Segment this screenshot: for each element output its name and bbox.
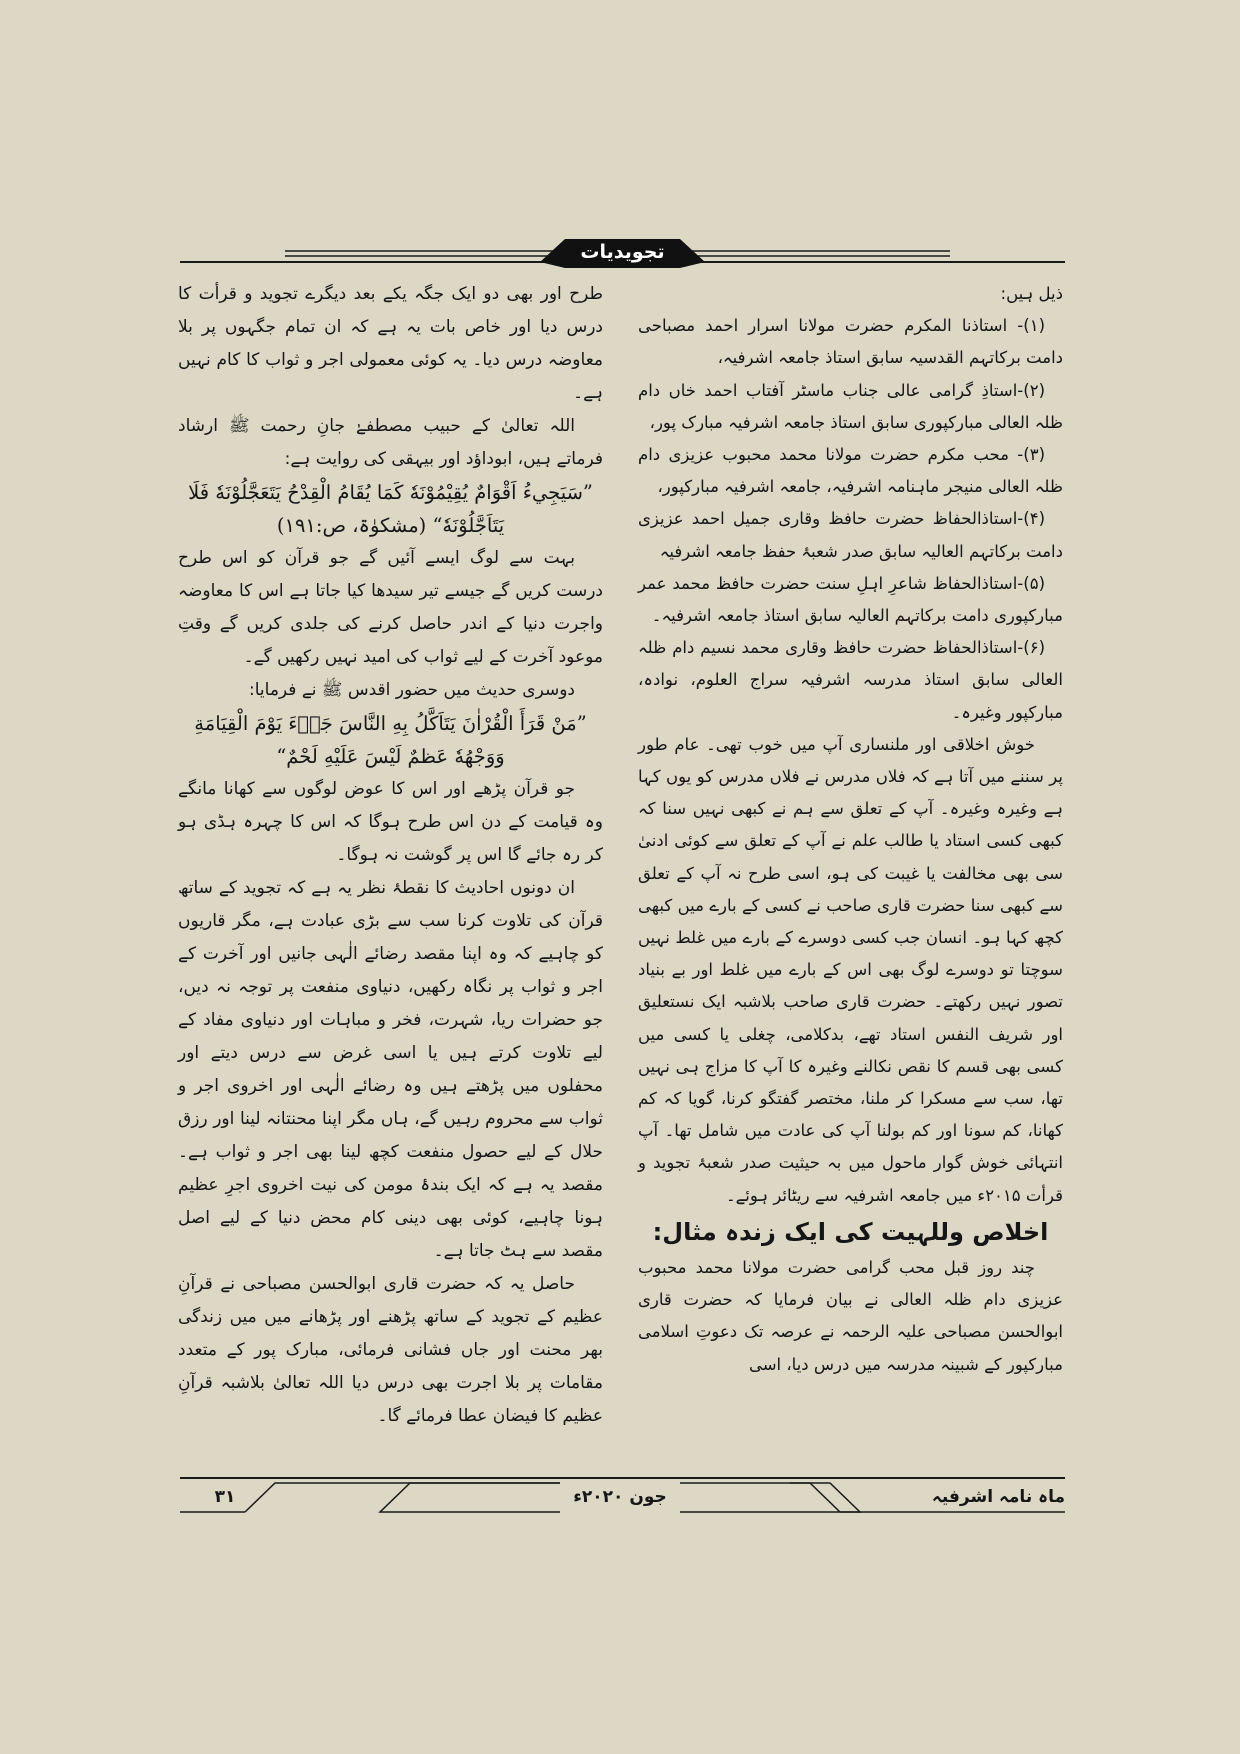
- paragraph: طرح اور بھی دو ایک جگہ یکے بعد دیگرے تجوید و قرأت کا درس دیا اور خاص بات یہ ہے کہ ان تمام جگہوں پر بلا معاوضہ درس دیا۔ یہ کوئی معمولی اجر و ثواب کا کام نہیں ہے۔: [178, 284, 603, 403]
- paragraph: بہت سے لوگ ایسے آئیں گے جو قرآن کو اس طرح درست کریں گے جیسے تیر سیدھا کیا جاتا ہے اس کا معاوضہ واجرت دنیا کے اندر حاصل کرنے کی جلدی کریں گے وقتِ موعود آخرت کے لیے ثواب کی امید نہیں رکھیں گے۔: [178, 548, 603, 667]
- issue-date: جون ۲۰۲۰ء: [573, 1487, 667, 1507]
- list-item: (۴)-استاذالحفاظ حضرت حافظ وقاری جمیل احمد عزیزی دامت برکاتہم العالیہ سابق صدر شعبۂ حفظ جامعہ اشرفیہ: [638, 509, 1063, 561]
- right-column: [638, 278, 1063, 1473]
- page-number: ۳۱: [214, 1487, 236, 1507]
- arabic-quote: ”مَنْ قَرَأَ الْقُرْاٰنَ يَتَاَكَّلُ بِهِ النَّاسَ جَاۗءَ يَوْمَ الْقِيَامَةِ وَوَجْهُهٗ عَظمٌ لَيْسَ عَلَيْهِ لَحْمٌ“: [194, 712, 587, 768]
- list-item: (۳)- محب مکرم حضرت مولانا محمد محبوب عزیزی دام ظلہ العالی منیجر ماہنامہ اشرفیہ، جامعہ اشرفیہ مبارکپور،: [638, 445, 1063, 497]
- list-item: (۵)-استاذالحفاظ شاعرِ اہلِ سنت حضرت حافظ محمد عمر مبارکپوری دامت برکاتہم العالیہ سابق استاذ جامعہ اشرفیہ۔: [638, 573, 1063, 626]
- left-column: [178, 278, 603, 1473]
- section-title: تجویدیات: [580, 241, 665, 263]
- list-item: (۲)-استاذِ گرامی عالی جناب ماسٹر آفتاب احمد خاں دام ظلہ العالی مبارکپوری سابق استاذ جامعہ اشرفیہ مبارک پور،: [638, 380, 1063, 432]
- list-item: (۱)- استاذنا المکرم حضرت مولانا اسرار احمد مصباحی دامت برکاتہم القدسیہ سابق استاذ جامعہ اشرفیہ،: [638, 316, 1063, 368]
- arabic-quote: ”سَيَجِيءُ اَقْوَامٌ يُقِيْمُوْنَهٗ كَمَا يُقَامُ الْقِدْحُ يَتَعَجَّلُوْنَهٗ فَلَا يَتَاَجَّلُوْنَهٗ“ (مشکوٰۃ، ص:۱۹۱): [188, 481, 593, 537]
- paragraph: چند روز قبل محب گرامی حضرت مولانا محمد محبوب عزیزی دام ظلہ العالی نے بیان فرمایا کہ حضرت قاری ابوالحسن مصباحی علیہ الرحمہ نے عرصہ تک دعوتِ اسلامی مبارکپور کے شبینہ مدرسہ میں درس دیا، اسی: [638, 1257, 1063, 1374]
- paragraph: خوش اخلاقی اور ملنساری آپ میں خوب تھی۔ عام طور پر سننے میں آتا ہے کہ فلاں مدرس نے فلاں مدرس کو یوں کہا ہے وغیرہ وغیرہ۔ آپ کے تعلق سے ہم نے کبھی نہیں سنا کہ کبھی کسی استاد یا طالب علم نے آپ کے تعلق سے کوئی ادنیٰ سی بھی مخالفت یا غیبت کی ہو، اسی طرح نہ آپ کے تعلق سے کبھی سنا حضرت قاری صاحب نے کسی کے بارے میں کبھی کچھ کہا ہو۔ انسان جب کسی دوسرے کے بارے میں غلط نہیں سوچتا تو دوسرے لوگ بھی اس کے بارے میں غلط اور بے بنیاد تصور نہیں رکھتے۔ حضرت قاری صاحب بلاشبہ ایک نستعلیق اور شریف النفس استاد تھے، بدکلامی، چغلی یا کسی میں کسی بھی قسم کا نقص نکالنے وغیرہ کا آپ کا مزاج ہی نہیں تھا، سب سے مسکرا کر ملنا، مختصر گفتگو کرنا، گویا کہ کم کھانا، کم سونا اور کم بولنا آپ کی عادت میں شامل تھا۔ آپ انتہائی خوش گوار ماحول میں بہ حیثیت صدر شعبۂ تجوید و قرأت ۲۰۱۵ء میں جامعہ اشرفیہ سے ریٹائر ہوئے۔: [638, 734, 1063, 1205]
- paragraph: ان دونوں احادیث کا نقطۂ نظر یہ ہے کہ تجوید کے ساتھ قرآن کی تلاوت کرنا سب سے بڑی عبادت ہے، مگر قاریوں کو چاہیے کہ وہ اپنا مقصد رضائے الٰہی جانیں اور آخرت کے اجر و ثواب پر نگاہ رکھیں، دنیاوی منفعت پر توجہ نہ دیں، جو حضرات ریا، شہرت، فخر و مباہات اور دنیاوی مفاد کے لیے تلاوت کرتے ہیں یا اسی غرض سے درس دیتے اور محفلوں میں پڑھتے ہیں وہ رضائے الٰہی اور اخروی اجر و ثواب سے محروم رہیں گے، ہاں مگر اپنا محنتانہ لینا اور رزق حلال کے لیے حصول منفعت کچھ لینا بھی اجر و ثواب ہے۔ مقصد یہ ہے کہ ایک بندۂ مومن کی نیت اخروی اجرِ عظیم ہونا چاہیے، کوئی بھی دینی کام محض دنیا کے لیے اصل مقصد سے ہٹ جاتا ہے۔: [178, 878, 603, 1261]
- list-item: (۶)-استاذالحفاظ حضرت حافظ وقاری محمد نسیم دام ظلہ العالی سابق استاذ مدرسہ اشرفیہ سراج العلوم، نوادہ، مبارکپور وغیرہ۔: [638, 638, 1063, 722]
- paragraph: حاصل یہ کہ حضرت قاری ابوالحسن مصباحی نے قرآنِ عظیم کے تجوید کے ساتھ پڑھنے اور پڑھانے میں میں زندگی بھر محنت اور جاں فشانی فرمائی، مبارک پور کے متعدد مقامات پر بلا اجرت بھی درس دیا اللہ تعالیٰ بلاشبہ قرآنِ عظیم کا فیضان عطا فرمائے گا۔: [178, 1274, 603, 1426]
- subheading: اخلاص وللہیت کی ایک زندہ مثال:: [652, 1217, 1049, 1246]
- paragraph: جو قرآن پڑھے اور اس کا عوض لوگوں سے کھانا مانگے وہ قیامت کے دن اس طرح ہوگا کہ اس کا چہرہ ہڈی ہو کر رہ جائے گا اس پر گوشت نہ ہوگا۔: [178, 779, 603, 865]
- paragraph: دوسری حدیث میں حضور اقدس ﷺ نے فرمایا:: [249, 680, 575, 700]
- paragraph: ذیل ہیں:: [1000, 284, 1063, 303]
- magazine-name: ماہ نامہ اشرفیہ: [931, 1487, 1065, 1507]
- paragraph: اللہ تعالیٰ کے حبیب مصطفےٰ جانِ رحمت ﷺ ارشاد فرماتے ہیں، ابوداؤد اور بیہقی کی روایت ہے:: [178, 416, 603, 469]
